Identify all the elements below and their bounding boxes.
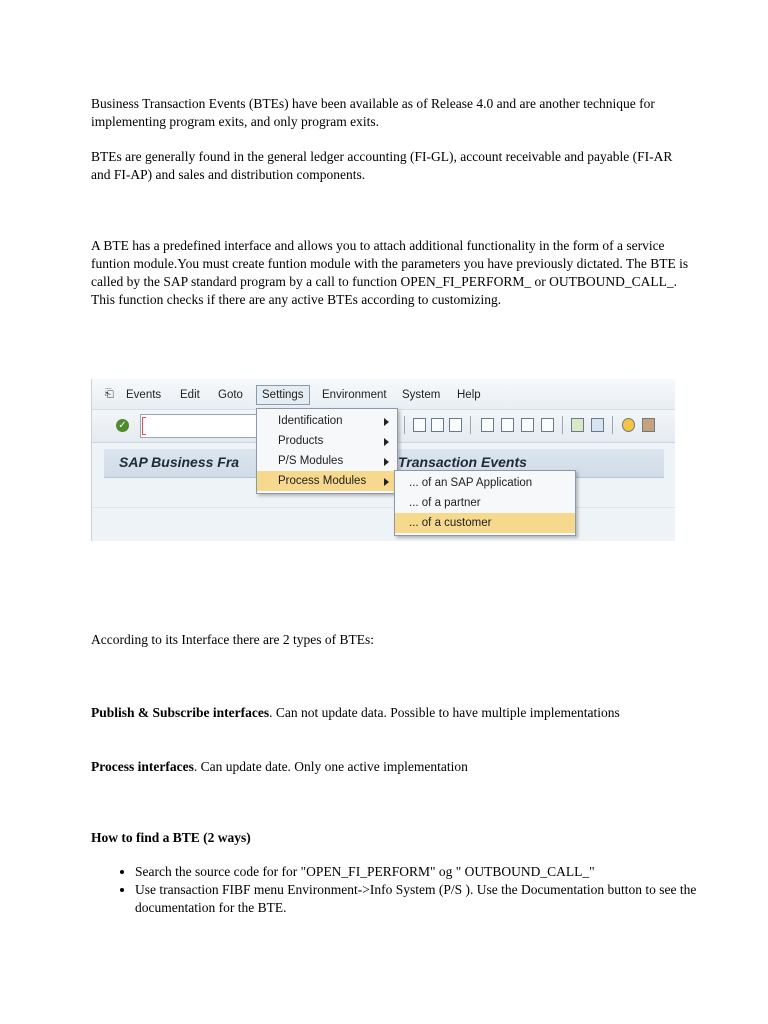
toolbar-separator: [612, 416, 613, 434]
toolbar-separator: [404, 416, 405, 434]
publish-subscribe-text: . Can not update data. Possible to have multiple implementations: [269, 705, 620, 720]
how-to-find-heading: How to find a BTE (2 ways): [91, 830, 251, 845]
menu-item-label: Identification: [278, 415, 343, 427]
menu-item-label: Process Modules: [278, 475, 367, 487]
menu-settings[interactable]: Settings: [256, 385, 310, 405]
toolbar-separator: [562, 416, 563, 434]
last-page-icon[interactable]: [541, 418, 554, 432]
bte-location-paragraph: BTEs are generally found in the general ledger accounting (FI-GL), account receivable and payable (FI-AR and FI-AP) and sales and distribution components.: [91, 149, 673, 182]
menu-events[interactable]: Events: [126, 389, 162, 401]
find-icon[interactable]: [431, 418, 444, 432]
divider: [92, 507, 675, 508]
sap-screenshot: [91, 379, 675, 541]
intro-paragraph: Business Transaction Events (BTEs) have been available as of Release 4.0 and are another technique for implementing program exits, and only program exits.: [91, 96, 655, 129]
previous-page-icon[interactable]: [501, 418, 514, 432]
settings-dropdown: [256, 408, 398, 494]
bte-interface-paragraph: A BTE has a predefined interface and allows you to attach additional functionality in the form of a service funtion module.You must create funtion module with the parameters you have previously dictated. The BTE is called by the SAP standard program by a call to function OPEN_FI_PERFORM_ or OUTBOUND_CALL_. This function checks if there are any active BTEs according to customizing.: [91, 238, 689, 307]
first-page-icon[interactable]: [481, 418, 494, 432]
sap-menubar: [92, 379, 675, 410]
menu-item-process-modules[interactable]: [257, 471, 397, 491]
menu-edit[interactable]: Edit: [180, 389, 200, 401]
find-bte-list: [91, 863, 735, 917]
menu-goto[interactable]: Goto: [218, 389, 243, 401]
publish-subscribe-paragraph: [91, 704, 691, 722]
create-session-icon[interactable]: [571, 418, 584, 432]
process-interfaces-term: Process interfaces: [91, 759, 194, 774]
help-icon[interactable]: [622, 418, 635, 432]
toolbar-separator: [470, 416, 471, 434]
print-icon[interactable]: [413, 418, 426, 432]
process-interfaces-text: . Can update date. Only one active implementation: [193, 759, 468, 774]
sap-window-icon: ⎗: [105, 388, 114, 400]
submenu-arrow-icon: [384, 478, 389, 486]
menu-item-identification[interactable]: [257, 411, 397, 431]
process-modules-submenu: [394, 470, 576, 536]
list-item: • Search the source code for for "OPEN_FI_PERFORM" og " OUTBOUND_CALL_": [135, 863, 735, 881]
process-interfaces-paragraph: [91, 758, 691, 776]
menu-item-partner[interactable]: ... of a partner: [409, 497, 481, 509]
menu-help[interactable]: Help: [457, 389, 481, 401]
title-right: Transaction Events: [398, 454, 527, 470]
command-field[interactable]: [140, 414, 262, 438]
menu-item-label: P/S Modules: [278, 455, 344, 467]
enter-check-icon[interactable]: ✓: [116, 419, 129, 432]
layout-menu-icon[interactable]: [642, 418, 655, 432]
bte-types-paragraph: According to its Interface there are 2 types of BTEs:: [91, 632, 375, 647]
next-page-icon[interactable]: [521, 418, 534, 432]
submenu-arrow-icon: [384, 438, 389, 446]
submenu-arrow-icon: [384, 418, 389, 426]
menu-item-label: Products: [278, 435, 324, 447]
menu-environment[interactable]: Environment: [322, 389, 387, 401]
shortcut-icon[interactable]: [591, 418, 604, 432]
menu-item-ps-modules[interactable]: [257, 451, 397, 471]
menu-item-products[interactable]: [257, 431, 397, 451]
submenu-arrow-icon: [384, 458, 389, 466]
find-next-icon[interactable]: [449, 418, 462, 432]
menu-item-sap-application[interactable]: ... of an SAP Application: [409, 477, 533, 489]
menu-system[interactable]: System: [402, 389, 441, 401]
publish-subscribe-term: Publish & Subscribe interfaces: [91, 705, 270, 720]
menu-item-customer[interactable]: ... of a customer: [395, 513, 575, 533]
list-item: • Use transaction FIBF menu Environment->Info System (P/S ). Use the Documentation button to see the documentation for the BTE.: [135, 881, 735, 917]
title-left: SAP Business Fra: [119, 454, 240, 470]
